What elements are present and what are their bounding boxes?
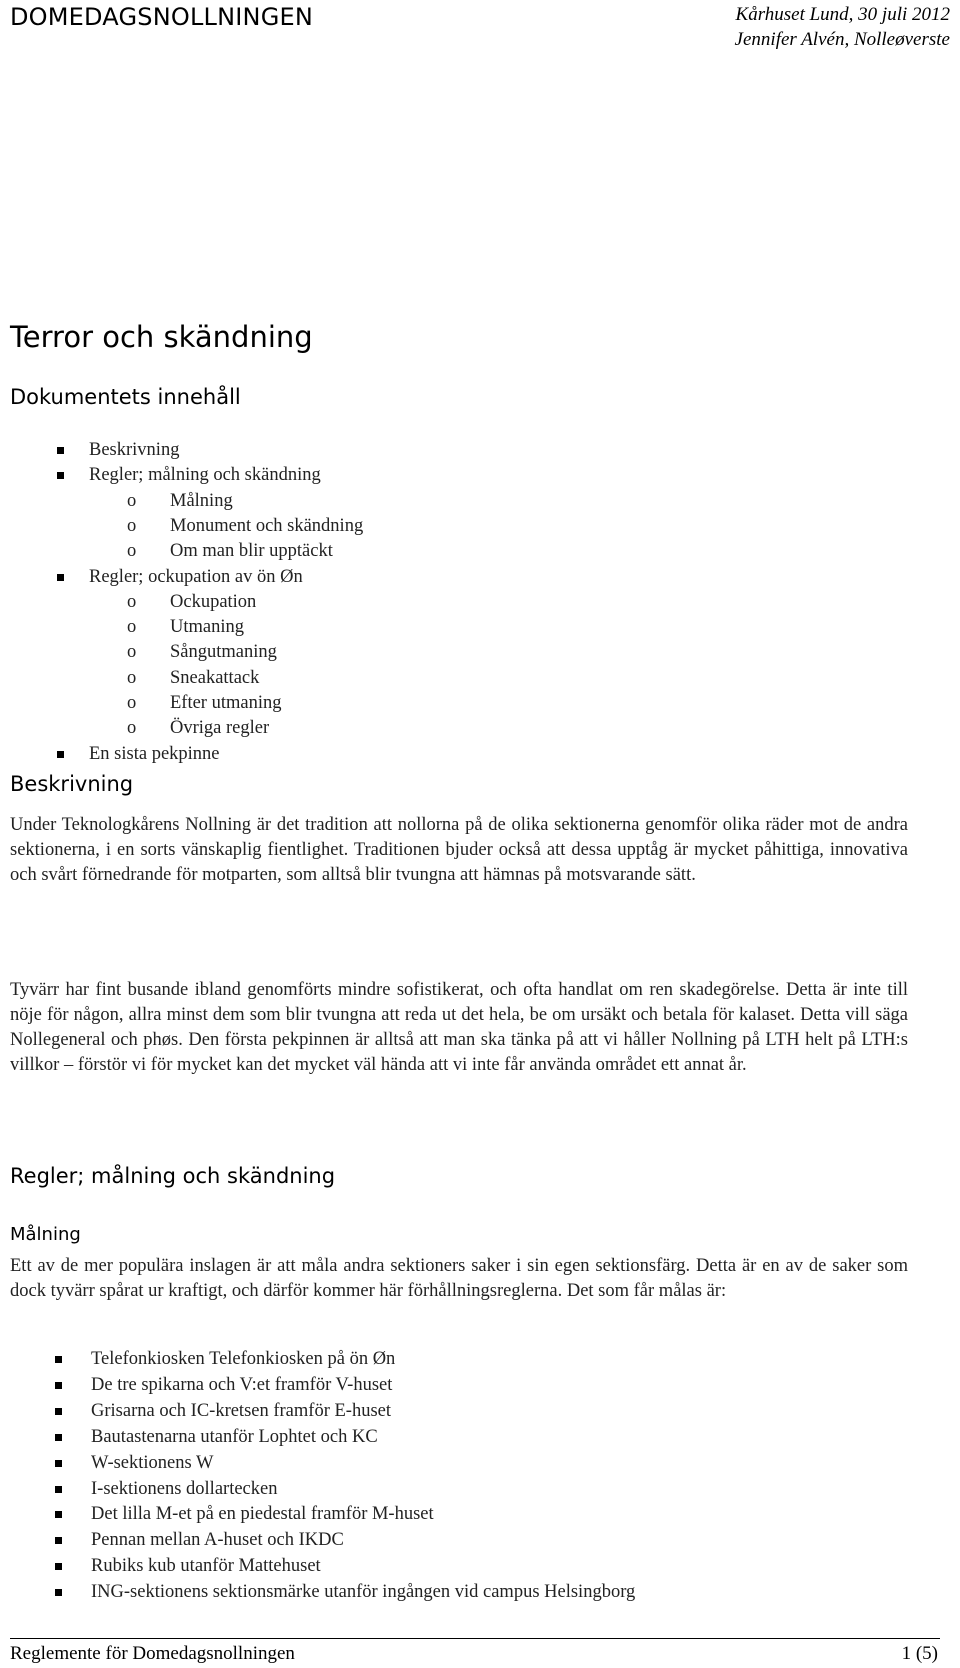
- toc-heading: Dokumentets innehåll: [10, 385, 241, 409]
- toc-item-label: Regler; målning och skändning: [89, 465, 321, 486]
- circle-bullet-icon: o: [127, 541, 137, 562]
- toc-item-label: Efter utmaning: [170, 693, 282, 713]
- square-bullet-icon: [55, 1356, 62, 1363]
- header-title: DOMEDAGSNOLLNINGEN: [10, 3, 314, 31]
- beskrivning-heading: Beskrivning: [10, 772, 134, 796]
- square-bullet-icon: [55, 1382, 62, 1389]
- list-item-label: I-sektionens dollartecken: [91, 1478, 278, 1499]
- footer-page-number: 1 (5): [901, 1643, 938, 1664]
- square-bullet-icon: [55, 1434, 62, 1441]
- toc-item-label: En sista pekpinne: [89, 743, 220, 764]
- circle-bullet-icon: o: [127, 642, 137, 663]
- header-meta: [735, 2, 950, 52]
- beskrivning-paragraph-1: Under Teknologkårens Nollning är det tradition att nollorna på de olika sektionerna genomför olika räder mot de andra sektionerna, i en sorts vänskaplig fientlighet. Traditionen bjuder också att dessa upptåg är mycket påhittiga, innovativa och svårt förnedrande för motparten, som alltså blir tvungna att hämnas på motsvarande sätt.: [10, 815, 908, 885]
- document-title: Terror och skändning: [10, 320, 313, 354]
- list-item-label: Pennan mellan A-huset och IKDC: [91, 1530, 344, 1551]
- circle-bullet-icon: o: [127, 515, 137, 536]
- toc-item-label: Om man blir upptäckt: [170, 541, 333, 562]
- toc-item-label: Monument och skändning: [170, 515, 364, 536]
- square-bullet-icon: [55, 1408, 62, 1415]
- list-item-label: ING-sektionens sektionsmärke utanför ingången vid campus Helsingborg: [91, 1582, 636, 1603]
- toc-item-label: Regler; ockupation av ön Øn: [89, 566, 303, 587]
- list-item-label: Rubiks kub utanför Mattehuset: [91, 1556, 321, 1577]
- square-bullet-icon: [55, 1486, 62, 1493]
- circle-bullet-icon: o: [127, 591, 137, 612]
- malning-subheading: Målning: [10, 1224, 81, 1245]
- toc-item-label: Ockupation: [170, 591, 257, 612]
- square-bullet-icon: [57, 472, 64, 479]
- toc-item-label: Sneakattack: [170, 667, 260, 688]
- toc-item-label: Målning: [170, 490, 233, 511]
- list-item-label: W-sektionens W: [91, 1452, 214, 1473]
- header-place-date: Kårhuset Lund, 30 juli 2012: [735, 4, 950, 25]
- footer-divider: [10, 1638, 940, 1639]
- square-bullet-icon: [55, 1537, 62, 1544]
- square-bullet-icon: [55, 1589, 62, 1596]
- square-bullet-icon: [55, 1511, 62, 1518]
- list-item-label: Grisarna och IC-kretsen framför E-huset: [91, 1400, 391, 1421]
- circle-bullet-icon: o: [127, 693, 137, 713]
- circle-bullet-icon: o: [127, 718, 137, 739]
- footer-document-name: Reglemente för Domedagsnollningen: [10, 1643, 295, 1664]
- square-bullet-icon: [55, 1460, 62, 1467]
- square-bullet-icon: [57, 447, 64, 454]
- beskrivning-paragraph-2: Tyvärr har fint busande ibland genomförts mindre sofistikerat, och ofta handlat om ren skadegörelse. Detta är inte till nöje för någon, allra minst dem som blir tvungna att reda ut det hela, be om ursäkt och betala för kalaset. Detta vill säga Nollegeneral och phøs. Den första pekpinnen är alltså att man ska tänka på att vi håller Nollning på LTH helt på LTH:s villkor – förstör vi för mycket kan det mycket väl hända att vi inte får använda området ett annat år.: [10, 980, 908, 1075]
- list-item-label: Det lilla M-et på en piedestal framför M-huset: [91, 1504, 434, 1525]
- square-bullet-icon: [57, 574, 64, 581]
- regler-malning-heading: Regler; målning och skändning: [10, 1164, 336, 1188]
- malning-paragraph: Ett av de mer populära inslagen är att måla andra sektioners saker i sin egen sektionsfärg. Detta är en av de saker som dock tyvärr spårat ur kraftigt, och därför kommer här förhållningsreglerna. Det som får målas är:: [10, 1256, 908, 1301]
- list-item-label: Bautastenarna utanför Lophtet och KC: [91, 1426, 378, 1447]
- circle-bullet-icon: o: [127, 667, 137, 688]
- toc-item-label: Utmaning: [170, 617, 244, 638]
- square-bullet-icon: [55, 1563, 62, 1570]
- square-bullet-icon: [57, 751, 64, 758]
- list-item-label: Telefonkiosken Telefonkiosken på ön Øn: [91, 1349, 396, 1369]
- toc-item-label: Övriga regler: [170, 718, 270, 739]
- circle-bullet-icon: o: [127, 490, 137, 511]
- circle-bullet-icon: o: [127, 617, 137, 638]
- toc-item-label: Sångutmaning: [170, 642, 277, 663]
- header-author: Jennifer Alvén, Nolleøverste: [734, 29, 950, 50]
- toc-item-label: Beskrivning: [89, 440, 180, 460]
- list-item-label: De tre spikarna och V:et framför V-huset: [91, 1374, 393, 1395]
